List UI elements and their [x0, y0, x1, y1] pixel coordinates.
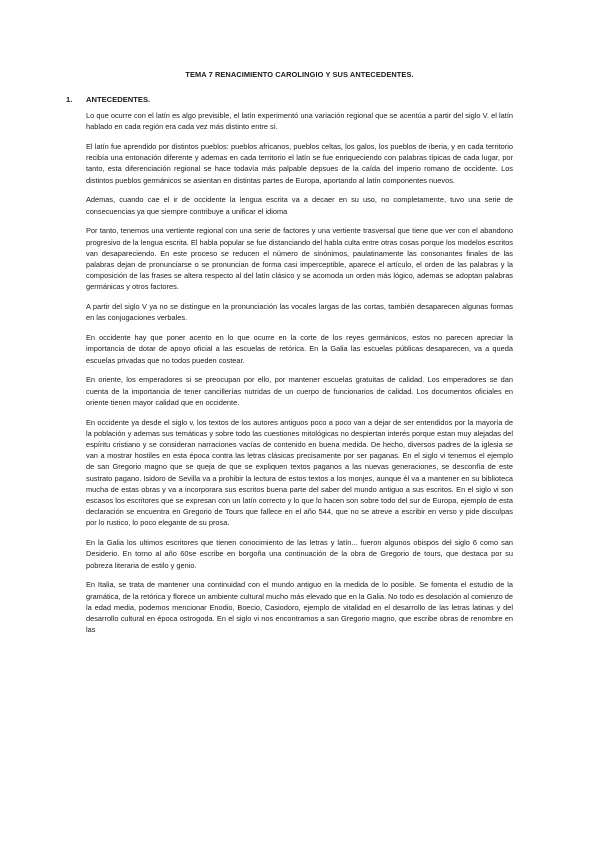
paragraph: En la Galia los ultimos escritores que tienen conocimiento de las letras y latín... fueron algunos obispos del siglo 6 como san Desiderio. En torno al año 60se escribe en borgoña una continuación de la obra de Gregorio de tours, que destaca por su pobreza literaria de estilo y genio. [86, 538, 513, 570]
section-heading [66, 95, 513, 104]
paragraph: En occidente hay que poner acento en lo que ocurre en la corte de los reyes germánicos, estos no parecen apreciar la importancia de dotar de apoyo oficial a las escuelas de retórica. En la Galia las escuelas públicas desaparecen, va a queda escuelas privadas que no todos pueden costear. [86, 333, 513, 365]
paragraph: Por tanto, tenemos una vertiente regional con una serie de factores y una vertiente trasversal que tiene que ver con el abandono progresivo de la lengua escrita. El habla popular se fue distanciando del habla culta entre otras cosas porque los modelos escritos van desapareciendo. En este proceso se reducen el número de sinónimos, paulatinamente las consonantes finales de las palabras dejan de pronunciarse o se pronuncian de forma casi imperceptible, aparece el artículo, el orden de las palabras y la composición de las frases se altera respecto al del latín clásico y se acomoda un orden más lógico, ademas se adoptan palabras germánicas y otros factores. [86, 226, 513, 292]
paragraph: El latín fue aprendido por distintos pueblos: pueblos africanos, pueblos celtas, los galos, los pueblos de iberia, y en cada territorio recibía una entonación diferente y ademas en cada territorio el latín se fue enriqueciendo con palabras típicas de cada lugar, por tanto, esta diferenciación regional se hace todavía más palpable depsues de la caída del imperio romano de occidente. Los distintos pueblos germánicos se asientan en distintas partes de Europa, aportando al latín componentes nuevos. [86, 142, 513, 185]
paragraph: En oriente, los emperadores si se preocupan por ello, por mantener escuelas gratuitas de calidad. Los emperadores se dan cuenta de la importancia de tener cancillerías nutridas de un cuerpo de funcionarios de calidad. Los documentos oficiales en oriente tienen mayor calidad que en occidente. [86, 375, 513, 407]
paragraph: Ademas, cuando cae el ir de occidente la lengua escrita va a decaer en su uso, no completamente, tuvo una serie de consecuencias ya que siempre contribuye a unificar el idioma [86, 195, 513, 216]
paragraph: Lo que ocurre con el latín es algo previsible, el latín experimentó una variación regional que se acentúa a partir del siglo V. el latín hablado en cada región era cada vez más distinto entre sí. [86, 111, 513, 132]
document-title: TEMA 7 RENACIMIENTO CAROLINGIO Y SUS ANTECEDENTES. [185, 70, 414, 79]
paragraph: A partir del siglo V ya no se distingue en la pronunciación las vocales largas de las cortas, también desaparecen algunas formas en las conjugaciones verbales. [86, 302, 513, 323]
paragraph: En occidente ya desde el siglo v, los textos de los autores antiguos poco a poco van a dejar de ser entendidos por la mayoría de la población y ademas sus temáticas y sobre todo las cuestiones mitológicas no despiertan interés porque estan muy alejadas del espíritu cristiano y se consideran narraciones vacías de contenido en buena medida. De hecho, diversos padres de la iglesia se van a mostrar hostiles en esta época contra las letras clásicas precisamente por ser paganas. En el siglo vi tenemos el ejemplo de san Gregorio magno que se queja de que se expliquen textos paganos a las nuevas generaciones, se desconfía de este sustrato pagano. Isidoro de Sevilla va a prohibir la lectura de estos textos a los monjes, aunque él va a mantener en su biblioteca mucha de estas obras y va a incorporara sus escritos buena parte del saber del mundo antiguo a sus escritos. En el siglo vi son escasos los escritores que se expresan con un latín correcto y lo que lo hacen son sobre todo del sur de Europa, ejemplo de esta declaración se encuentra en Gregorio de Tours que fallece en el año 544, que no se atreve a escribir en verso y pide disculpas por lo rustico, lo poco elegante de su prosa. [86, 417, 513, 528]
section-number: 1. [66, 95, 73, 104]
section-title: ANTECEDENTES. [86, 95, 151, 104]
paragraph: En Italia, se trata de mantener una continuidad con el mundo antiguo en la medida de lo posible. Se fomenta el estudio de la gramática, de la retórica y florece un ambiente cultural mucho más elevado que en la Galia. No todo es desolación al comienzo de la edad media, podemos mencionar Enodio, Boecio, Casiodoro, ejemplo de vitalidad en el desarrollo de las letras latinas y del desarrollo cultural en época ostrogoda. En el siglo vi nos encontramos a san Gregorio magno, que escribe obras de renombre en las [86, 580, 513, 635]
